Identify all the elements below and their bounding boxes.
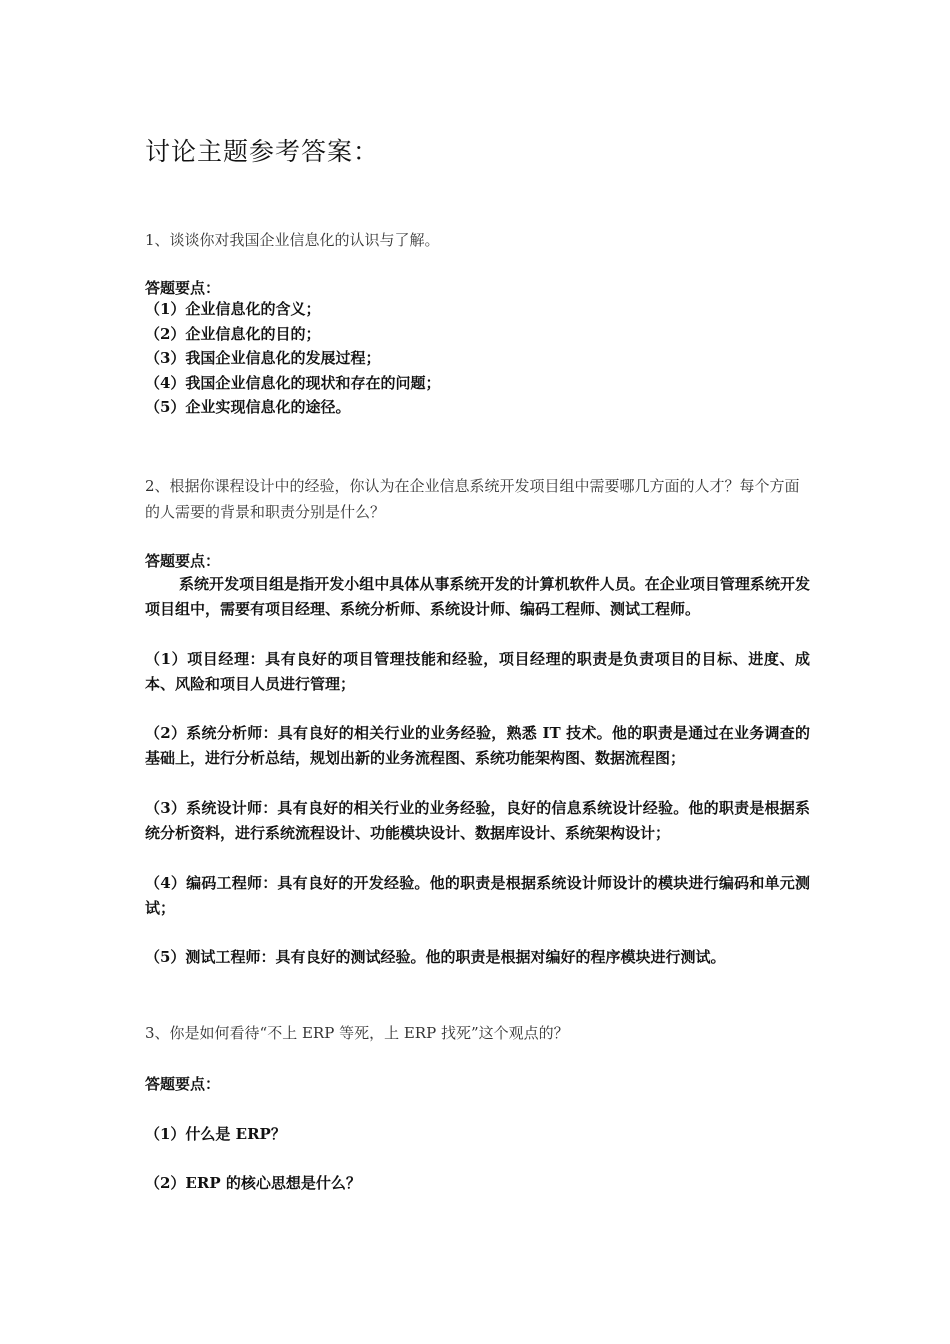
q2-intro: 系统开发项目组是指开发小组中具体从事系统开发的计算机软件人员。在企业项目管理系统开发项目组中，需要有项目经理、系统分析师、系统设计师、编码工程师、测试工程师。 bbox=[145, 575, 810, 618]
question-1: 1、谈谈你对我国企业信息化的认识与了解。 bbox=[145, 231, 440, 249]
q1-points-label: 答题要点： bbox=[145, 279, 221, 297]
q3-points-label: 答题要点： bbox=[145, 1075, 221, 1093]
q1-points-list bbox=[145, 297, 440, 420]
list-item: （2）企业信息化的目的； bbox=[145, 324, 321, 343]
question-3: 3、你是如何看待“不上 ERP 等死，上 ERP 找死”这个观点的？ bbox=[145, 1024, 569, 1042]
q3-point-2: （2）ERP 的核心思想是什么？ bbox=[145, 1174, 361, 1192]
q2-points-label: 答题要点： bbox=[145, 552, 221, 570]
page-title: 讨论主题参考答案： bbox=[145, 137, 380, 166]
question-2: 2、根据你课程设计中的经验，你认为在企业信息系统开发项目组中需要哪几方面的人才？每个方面的人需要的背景和职责分别是什么？ bbox=[145, 477, 800, 521]
role-coding-engineer: （4）编码工程师：具有良好的开发经验。他的职责是根据系统设计师设计的模块进行编码和单元测试； bbox=[145, 874, 810, 917]
role-project-manager: （1）项目经理：具有良好的项目管理技能和经验，项目经理的职责是负责项目的目标、进度、成本、风险和项目人员进行管理； bbox=[145, 650, 810, 693]
list-item: （3）我国企业信息化的发展过程； bbox=[145, 349, 381, 368]
role-system-designer: （3）系统设计师：具有良好的相关行业的业务经验，良好的信息系统设计经验。他的职责是根据系统分析资料，进行系统流程设计、功能模块设计、数据库设计、系统架构设计； bbox=[145, 799, 810, 842]
role-system-analyst: （2）系统分析师：具有良好的相关行业的业务经验，熟悉 IT 技术。他的职责是通过在业务调查的基础上，进行分析总结，规划出新的业务流程图、系统功能架构图、数据流程图； bbox=[145, 724, 810, 767]
q3-point-1: （1）什么是 ERP？ bbox=[145, 1125, 286, 1143]
list-item: （5）企业实现信息化的途径。 bbox=[145, 398, 351, 417]
list-item: （4）我国企业信息化的现状和存在的问题； bbox=[145, 373, 441, 392]
role-test-engineer: （5）测试工程师：具有良好的测试经验。他的职责是根据对编好的程序模块进行测试。 bbox=[145, 948, 726, 966]
list-item: （1）企业信息化的含义； bbox=[145, 300, 321, 318]
